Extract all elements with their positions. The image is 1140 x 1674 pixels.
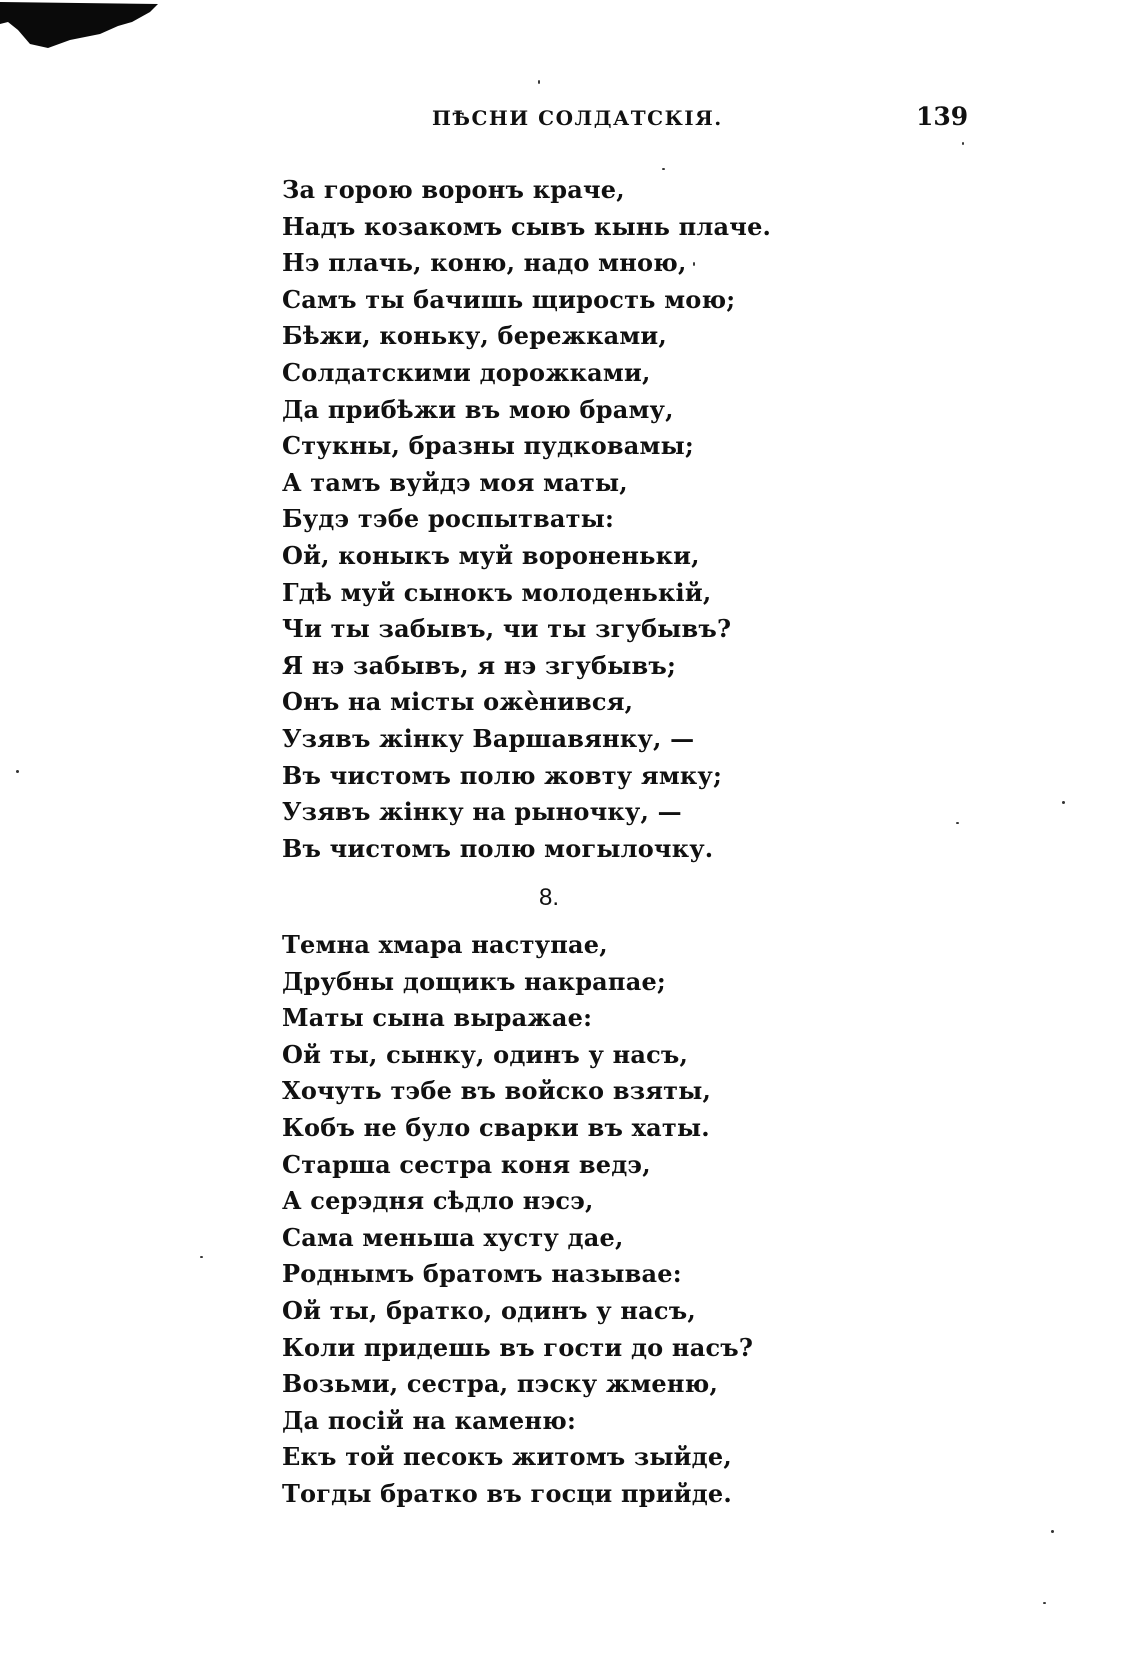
paper-speck xyxy=(962,142,964,145)
verse-line: Надъ козакомъ сывъ кынь плаче. xyxy=(282,211,772,241)
verse-line: Сама меньша хусту дае, xyxy=(282,1222,624,1252)
paper-speck xyxy=(200,1256,203,1258)
verse-line: Бѣжи, коньку, бережками, xyxy=(282,321,667,351)
verse-line: Старша сестра коня ведэ, xyxy=(282,1149,651,1179)
verse-line: А тамъ вуйдэ моя маты, xyxy=(282,467,628,497)
verse-line: Будэ тэбе роспытваты: xyxy=(282,504,615,534)
verse-line: Ой, коныкъ муй вороненьки, xyxy=(282,540,700,570)
running-title: ПѢСНИ СОЛДАТСКІЯ. xyxy=(432,106,723,130)
verse-line: Солдатскими дорожками, xyxy=(282,357,651,387)
verse-line: Ой ты, братко, одинъ у насъ, xyxy=(282,1295,696,1325)
paper-speck xyxy=(16,770,19,773)
verse-line: Кобъ не було сварки въ хаты. xyxy=(282,1112,710,1142)
paper-speck xyxy=(1051,1530,1054,1533)
poem-stanza-1 xyxy=(282,172,771,867)
verse-line: Друбны дощикъ накрапае; xyxy=(282,966,666,996)
paper-speck xyxy=(662,168,665,170)
verse-line: Я нэ забывъ, я нэ згубывъ; xyxy=(282,650,677,680)
poem-stanza-2 xyxy=(282,927,753,1513)
verse-line: Хочуть тэбе въ войско взяты, xyxy=(282,1076,712,1106)
verse-line: Гдѣ муй сынокъ молоденькій, xyxy=(282,577,712,607)
verse-line: Роднымъ братомъ называе: xyxy=(282,1259,682,1289)
verse-line: За горою воронъ краче, xyxy=(282,175,625,204)
verse-line: Самъ ты бачишь щирость мою; xyxy=(282,284,736,314)
paper-speck xyxy=(1043,1602,1046,1604)
verse-line: Коли придешь въ гости до насъ? xyxy=(282,1332,754,1362)
verse-line: Въ чистомъ полю могылочку. xyxy=(282,833,714,863)
verse-line: Тогды братко въ госци прийде. xyxy=(282,1478,732,1508)
verse-line: Узявъ жінку Варшавянку, — xyxy=(282,723,695,753)
page-number: 139 xyxy=(916,102,969,131)
verse-line: Онъ на місты ожѐнився, xyxy=(282,687,634,717)
paper-speck xyxy=(538,80,540,84)
paper-speck xyxy=(956,822,959,824)
verse-line: Въ чистомъ полю жовту ямку; xyxy=(282,760,723,790)
paper-speck xyxy=(693,262,695,266)
paper-speck xyxy=(1062,801,1065,804)
verse-line: Ой ты, сынку, одинъ у насъ, xyxy=(282,1039,689,1069)
verse-line: Да прибѣжи въ мою браму, xyxy=(282,394,674,424)
verse-line: Узявъ жінку на рыночку, — xyxy=(282,797,682,827)
verse-line: А серэдня сѣдло нэсэ, xyxy=(282,1186,594,1216)
page-header xyxy=(0,102,1140,140)
ink-blot-mark xyxy=(0,0,160,50)
verse-line: Темна хмара наступае, xyxy=(282,930,608,959)
verse-line: Да посій на каменю: xyxy=(282,1405,577,1435)
verse-line: Стукны, бразны пудковамы; xyxy=(282,431,694,461)
verse-line: Возьми, сестра, пэску жменю, xyxy=(282,1369,718,1399)
song-number: 8. xyxy=(539,884,560,911)
verse-line: Екъ той песокъ житомъ зыйде, xyxy=(282,1442,732,1472)
verse-line: Чи ты забывъ, чи ты згубывъ? xyxy=(282,614,732,644)
verse-line: Маты сына выражае: xyxy=(282,1003,593,1033)
verse-line: Нэ плачь, коню, надо мною, xyxy=(282,248,687,278)
